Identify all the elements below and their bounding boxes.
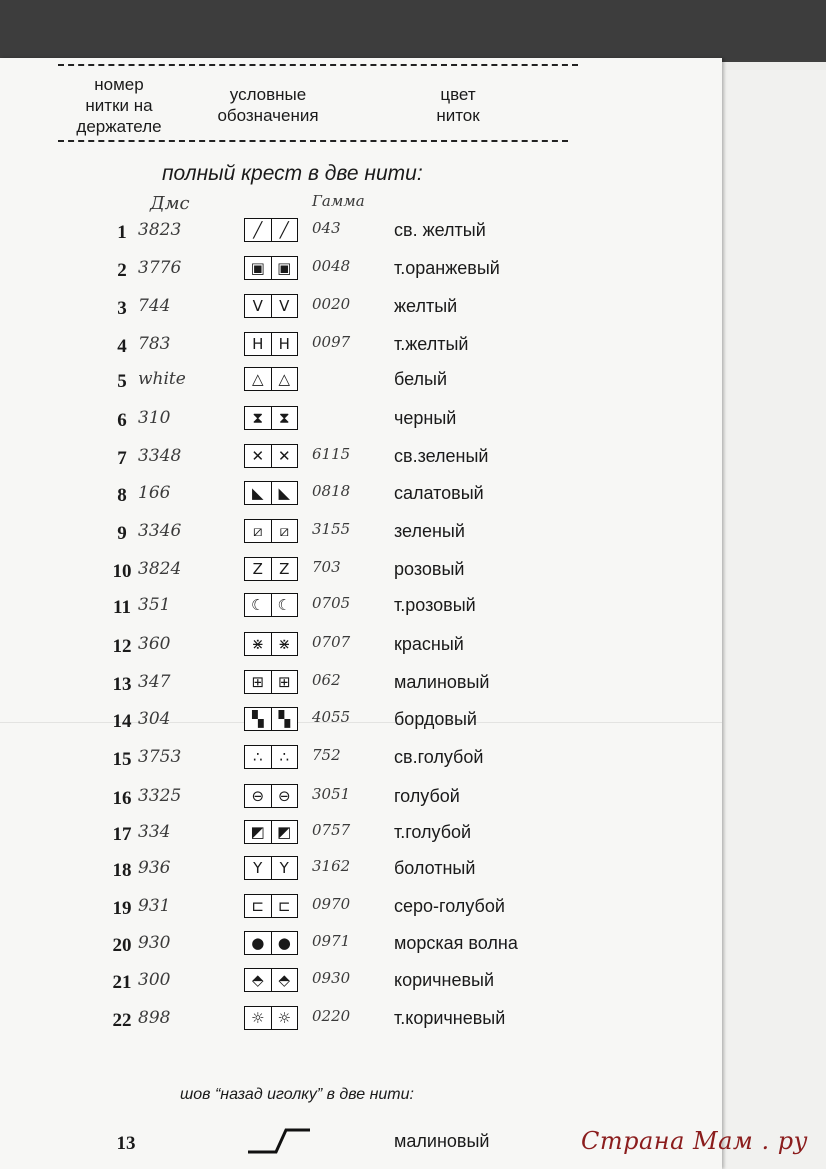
thread-number: 4 (117, 336, 127, 357)
dmc-code: 3325 (138, 786, 182, 806)
legend-symbol-icon (244, 632, 298, 656)
thread-color-name: морская волна (394, 933, 518, 953)
dmc-code: 931 (138, 896, 171, 916)
thread-number: 18 (112, 860, 132, 881)
symbol-cell: H (271, 333, 298, 355)
symbol-cell: ⧄ (252, 521, 263, 540)
symbol-cell: Z (252, 559, 263, 578)
thread-number: 14 (112, 711, 132, 732)
symbol-cell: ⊏ (271, 895, 298, 917)
thread-row (0, 595, 722, 631)
symbol-cell: △ (251, 369, 264, 388)
thread-color-name: голубой (394, 786, 460, 806)
legend-symbol-icon (244, 931, 298, 955)
thread-row (0, 858, 722, 894)
thread-number: 13 (112, 674, 132, 695)
symbol-cell: ✕ (271, 445, 298, 467)
symbol-cell: ⧄ (271, 520, 298, 542)
thread-color-name: т.коричневый (394, 1008, 506, 1028)
thread-row (0, 786, 722, 822)
symbol-cell: ╱ (271, 219, 298, 241)
thread-number: 11 (113, 597, 131, 618)
symbol-cell: ▣ (271, 257, 298, 279)
thread-color-name: зеленый (394, 521, 465, 541)
symbol-cell: ∴ (252, 747, 263, 766)
legend-symbol-icon (244, 670, 298, 694)
symbol-cell: ⋇ (251, 634, 265, 653)
thread-color-name: желтый (394, 296, 458, 316)
thread-row (0, 220, 722, 256)
thread-number: 16 (112, 788, 132, 809)
gamma-code: 043 (312, 219, 341, 237)
header-top-rule (58, 64, 578, 66)
header-color-column: цвет ниток (436, 85, 480, 125)
symbol-cell: V (252, 296, 263, 315)
dmc-code: 304 (138, 709, 171, 729)
legend-symbol-icon (244, 593, 298, 617)
thread-row (0, 559, 722, 595)
thread-number: 15 (112, 749, 132, 770)
gamma-code: 703 (312, 558, 341, 576)
gamma-code: 0757 (312, 821, 351, 839)
gamma-code: 0930 (312, 969, 351, 987)
symbol-cell: ⧗ (252, 408, 264, 427)
thread-row (0, 258, 722, 294)
symbol-cell: ● (251, 933, 265, 952)
symbol-cell: ⋇ (271, 633, 298, 655)
thread-row (0, 483, 722, 519)
thread-color-name: салатовый (394, 483, 484, 503)
legend-symbol-icon (244, 294, 298, 318)
legend-symbol-icon (244, 1006, 298, 1030)
symbol-cell: ✕ (251, 446, 265, 465)
backstitch-line-icon (242, 1122, 314, 1158)
thread-number: 10 (112, 561, 132, 582)
symbol-cell: ☼ (271, 1007, 298, 1029)
gamma-code: 3155 (312, 520, 351, 538)
legend-symbol-icon (244, 406, 298, 430)
symbol-cell: ⊏ (251, 896, 265, 915)
symbol-cell: ⊖ (251, 786, 265, 805)
header-bottom-rule (58, 140, 568, 142)
legend-symbol-icon (244, 745, 298, 769)
thread-number: 8 (117, 485, 127, 506)
symbol-cell: △ (271, 368, 298, 390)
gamma-code: 0705 (312, 594, 351, 612)
thread-number: 7 (117, 448, 127, 469)
thread-row (0, 521, 722, 557)
symbol-cell: ⬘ (271, 969, 298, 991)
backstitch-title: шов “назад иголку” в две нити: (180, 1086, 414, 1103)
symbol-cell: ▚ (251, 709, 264, 728)
symbol-cell: ◩ (250, 822, 265, 841)
thread-number: 22 (112, 1010, 132, 1031)
dmc-code: 930 (138, 933, 171, 953)
dmc-code: white (138, 369, 186, 389)
thread-row (0, 446, 722, 482)
thread-row (0, 709, 722, 745)
dmc-code: 300 (138, 970, 171, 990)
thread-color-name: св.зеленый (394, 446, 489, 466)
symbol-cell: ☾ (251, 595, 265, 614)
section-title: полный крест в две нити: (162, 162, 423, 185)
dmc-code: 166 (138, 483, 171, 503)
gamma-code: 752 (312, 746, 341, 764)
gamma-code: 0220 (312, 1007, 351, 1025)
legend-symbol-icon (244, 894, 298, 918)
backstitch-number: 13 (116, 1133, 136, 1154)
dmc-code: 3824 (138, 559, 182, 579)
dmc-code: 351 (138, 595, 171, 615)
dmc-code: 347 (138, 672, 171, 692)
thread-number: 20 (112, 935, 132, 956)
legend-symbol-icon (244, 519, 298, 543)
thread-color-name: св. желтый (394, 220, 486, 240)
thread-row (0, 970, 722, 1006)
thread-number: 12 (112, 636, 132, 657)
header-number-column: номер нитки на держателе (76, 75, 162, 136)
thread-color-name: малиновый (394, 672, 490, 692)
thread-color-name: розовый (394, 559, 465, 579)
legend-symbol-icon (244, 856, 298, 880)
symbol-cell: ⧗ (271, 407, 298, 429)
legend-symbol-icon (244, 218, 298, 242)
legend-symbol-icon (244, 256, 298, 280)
symbol-cell: Y (253, 858, 263, 877)
symbol-cell: ☾ (271, 594, 298, 616)
gamma-code: 3051 (312, 785, 351, 803)
gamma-code: 0020 (312, 295, 351, 313)
thread-color-name: красный (394, 634, 464, 654)
thread-row (0, 1008, 722, 1044)
thread-row (0, 822, 722, 858)
legend-symbol-icon (244, 707, 298, 731)
paper-edge (722, 70, 826, 1169)
legend-symbol-icon (244, 557, 298, 581)
header-symbols-column: условные обозначения (217, 85, 319, 125)
thread-row (0, 634, 722, 670)
symbol-cell: ☼ (251, 1008, 265, 1027)
symbol-cell: ◣ (251, 483, 264, 502)
gamma-code: 0971 (312, 932, 351, 950)
symbol-cell: ╱ (253, 220, 263, 239)
dmc-column-label: Дмс (150, 193, 190, 214)
dmc-code: 744 (138, 296, 171, 316)
dmc-code: 334 (138, 822, 171, 842)
symbol-cell: V (271, 295, 298, 317)
symbol-cell: ⊖ (271, 785, 298, 807)
symbol-cell: ⬘ (251, 970, 264, 989)
symbol-cell: H (252, 334, 264, 353)
dmc-code: 3348 (138, 446, 182, 466)
dmc-code: 360 (138, 634, 171, 654)
thread-row (0, 369, 722, 405)
symbol-cell: ▚ (271, 708, 298, 730)
legend-symbol-icon (244, 367, 298, 391)
thread-color-name: белый (394, 369, 448, 389)
gamma-code: 6115 (312, 445, 351, 463)
legend-symbol-icon (244, 968, 298, 992)
symbol-cell: Z (271, 558, 298, 580)
watermark: Страна Мам . ру (581, 1127, 808, 1155)
thread-color-name: болотный (394, 858, 476, 878)
gamma-code: 0818 (312, 482, 351, 500)
background-strip (0, 0, 826, 62)
thread-color-name: коричневый (394, 970, 495, 990)
thread-number: 5 (117, 371, 127, 392)
legend-symbol-icon (244, 481, 298, 505)
symbol-cell: ⊞ (251, 672, 265, 691)
gamma-column-label: Гамма (312, 192, 365, 210)
thread-color-name: св.голубой (394, 747, 484, 767)
thread-color-name: т.розовый (394, 595, 476, 615)
symbol-cell: ◣ (271, 482, 298, 504)
thread-color-name: бордовый (394, 709, 477, 729)
legend-symbol-icon (244, 444, 298, 468)
gamma-code: 0097 (312, 333, 351, 351)
dmc-code: 783 (138, 334, 171, 354)
symbol-cell: ∴ (271, 746, 298, 768)
thread-row (0, 408, 722, 444)
thread-row (0, 896, 722, 932)
thread-number: 21 (112, 972, 132, 993)
thread-number: 9 (117, 523, 127, 544)
gamma-code: 062 (312, 671, 341, 689)
thread-row (0, 296, 722, 332)
legend-symbol-icon (244, 820, 298, 844)
symbol-cell: ● (271, 932, 298, 954)
thread-color-name: серо-голубой (394, 896, 505, 916)
gamma-code: 0970 (312, 895, 351, 913)
thread-number: 6 (117, 410, 127, 431)
thread-color-name: т.голубой (394, 822, 472, 842)
dmc-code: 936 (138, 858, 171, 878)
thread-number: 3 (117, 298, 127, 319)
legend-symbol-icon (244, 784, 298, 808)
symbol-cell: ▣ (250, 258, 265, 277)
thread-color-name: т.оранжевый (394, 258, 500, 278)
dmc-code: 3346 (138, 521, 182, 541)
thread-number: 2 (117, 260, 127, 281)
symbol-cell: Y (271, 857, 298, 879)
gamma-code: 0707 (312, 633, 351, 651)
thread-row (0, 334, 722, 370)
dmc-code: 310 (138, 408, 171, 428)
gamma-code: 0048 (312, 257, 351, 275)
gamma-code: 3162 (312, 857, 351, 875)
symbol-cell: ◩ (271, 821, 298, 843)
dmc-code: 898 (138, 1008, 171, 1028)
backstitch-color: малиновый (394, 1131, 490, 1151)
thread-number: 1 (117, 222, 127, 243)
dmc-code: 3776 (138, 258, 182, 278)
thread-number: 17 (112, 824, 132, 845)
legend-symbol-icon (244, 332, 298, 356)
dmc-code: 3753 (138, 747, 182, 767)
thread-row (0, 933, 722, 969)
symbol-cell: ⊞ (271, 671, 298, 693)
thread-row (0, 747, 722, 783)
thread-color-name: черный (394, 408, 457, 428)
gamma-code: 4055 (312, 708, 351, 726)
thread-row (0, 672, 722, 708)
thread-color-name: т.желтый (394, 334, 469, 354)
dmc-code: 3823 (138, 220, 182, 240)
thread-number: 19 (112, 898, 132, 919)
